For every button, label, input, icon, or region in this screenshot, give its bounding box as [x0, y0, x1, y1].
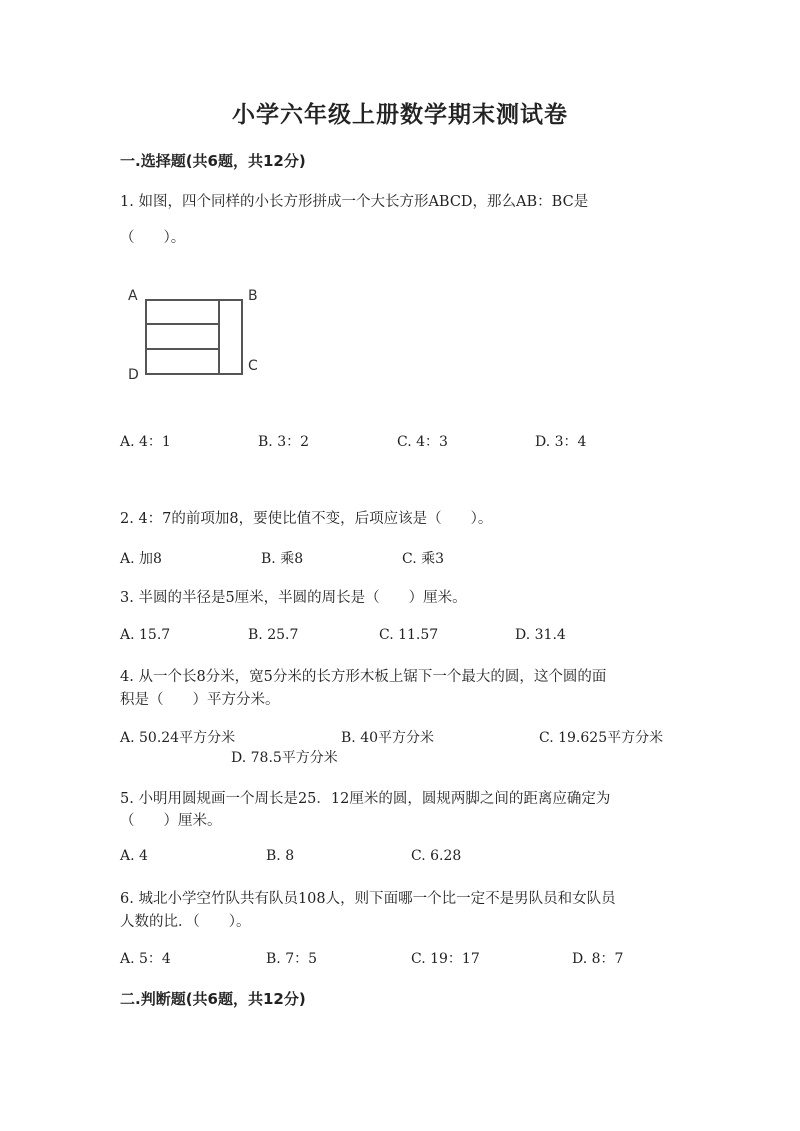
label-a: A: [128, 288, 138, 304]
q1-option-c[interactable]: C. 4：3: [397, 434, 448, 450]
question-6-text-cont: 人数的比．（ ）。: [120, 914, 251, 930]
q2-option-c[interactable]: C. 乘3: [402, 551, 445, 567]
q1-option-a[interactable]: A. 4：1: [120, 434, 171, 450]
question-3-text: 3. 半圆的半径是5厘米，半圆的周长是（ ）厘米。: [120, 590, 467, 606]
q5-option-c[interactable]: C. 6.28: [411, 848, 462, 864]
q3-option-c[interactable]: C. 11.57: [379, 627, 439, 643]
q4-option-c[interactable]: C. 19.625平方分米: [539, 730, 664, 746]
q3-option-d[interactable]: D. 31.4: [515, 627, 566, 643]
question-6-text: 6. 城北小学空竹队共有队员108人，则下面哪一个比一定不是男队员和女队员: [120, 891, 616, 907]
q6-option-c[interactable]: C. 19：17: [411, 951, 480, 967]
q3-option-b[interactable]: B. 25.7: [248, 627, 299, 643]
q4-option-a[interactable]: A. 50.24平方分米: [120, 730, 236, 746]
q5-option-b[interactable]: B. 8: [266, 848, 295, 864]
question-2-text: 2. 4：7的前项加8，要使比值不变，后项应该是（ ）。: [120, 511, 493, 527]
q2-option-b[interactable]: B. 乘8: [261, 551, 304, 567]
q1-option-b[interactable]: B. 3：2: [258, 434, 310, 450]
label-d: D: [128, 367, 139, 382]
label-c: C: [248, 358, 258, 374]
q6-option-d[interactable]: D. 8：7: [572, 951, 624, 967]
label-b: B: [248, 288, 258, 304]
question-1-figure: [122, 282, 272, 382]
question-4-text: 4. 从一个长8分米，宽5分米的长方形木板上锯下一个最大的圆，这个圆的面: [120, 669, 607, 685]
q6-option-a[interactable]: A. 5：4: [120, 951, 171, 967]
q2-option-a[interactable]: A. 加8: [120, 551, 162, 567]
question-1-text-cont: （ ）。: [120, 230, 186, 246]
q4-option-d[interactable]: D. 78.5平方分米: [231, 750, 338, 766]
question-1-text: 1. 如图，四个同样的小长方形拼成一个大长方形ABCD，那么AB：BC是: [120, 194, 589, 210]
q5-option-a[interactable]: A. 4: [120, 848, 148, 864]
section-heading-judgement: 二.判断题(共6题，共12分): [120, 990, 306, 1008]
section-heading-choice: 一.选择题(共6题，共12分): [120, 152, 306, 170]
q3-option-a[interactable]: A. 15.7: [120, 627, 171, 643]
question-5-text-cont: （ ）厘米。: [120, 813, 222, 829]
page-title: 小学六年级上册数学期末测试卷: [232, 102, 568, 128]
question-4-text-cont: 积是（ ）平方分米。: [120, 692, 280, 708]
question-5-text: 5. 小明用圆规画一个周长是25．12厘米的圆，圆规两脚之间的距离应确定为: [120, 791, 611, 807]
outer-rectangle: [146, 300, 242, 374]
q4-option-b[interactable]: B. 40平方分米: [341, 730, 435, 746]
q6-option-b[interactable]: B. 7：5: [266, 951, 318, 967]
q1-option-d[interactable]: D. 3：4: [535, 434, 587, 450]
rectangle-abcd-diagram: [122, 282, 272, 382]
